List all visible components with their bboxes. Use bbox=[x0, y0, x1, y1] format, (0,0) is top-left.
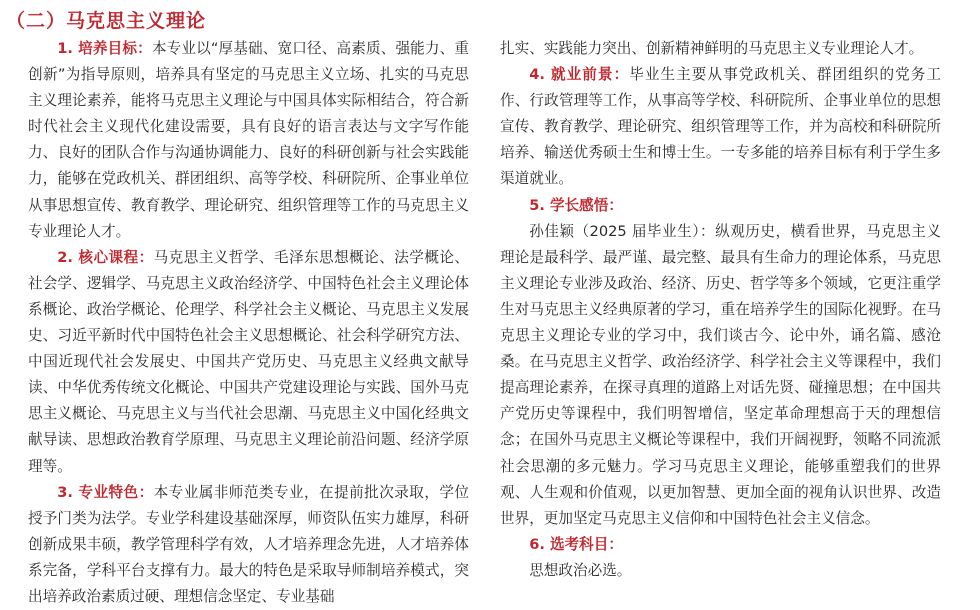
subjects-heading bbox=[500, 532, 941, 558]
features-text: 本专业属非师范类专业，在提前批次录取，学位授予门类为法学。专业学科建设基础深厚，师资队伍实力雄厚，科研创新成果丰硕，教学管理科学有效，人才培养理念先进，人才培养体系完备，学科平台支撑有力。最大的特色是采取导师制培养模式，突出培养政治素质过硬、理想信念坚定、专业基础 bbox=[28, 483, 469, 605]
features-paragraph bbox=[28, 480, 469, 610]
core-courses-paragraph bbox=[28, 245, 469, 480]
core-courses-text: 马克思主义哲学、毛泽东思想概论、法学概论、社会学、逻辑学、马克思主义政治经济学、中国特色社会主义理论体系概论、政治学概论、伦理学、科学社会主义概论、马克思主义发展史、习近平新时代中国特色社会主义思想概论、社会科学研究方法、中国近现代社会发展史、中国共产党历史、马克思主义经典文献导读、中华优秀传统文化概论、中国共产党建设理论与实践、国外马克思主义概论、马克思主义与当代社会思潮、马克思主义中国化经典文献导读、思想政治教育学原理、马克思主义理论前沿问题、经济学原理等。 bbox=[28, 248, 469, 475]
features-label: 3. 专业特色： bbox=[57, 483, 154, 501]
features-continued-text: 扎实、实践能力突出、创新精神鲜明的马克思主义专业理论人才。 bbox=[500, 40, 924, 57]
core-courses-label: 2. 核心课程： bbox=[57, 248, 154, 266]
training-goal-paragraph bbox=[28, 36, 469, 245]
alumni-label: 5. 学长感悟： bbox=[529, 196, 623, 214]
left-column bbox=[28, 36, 469, 610]
employment-label: 4. 就业前景： bbox=[529, 66, 630, 84]
right-column bbox=[500, 36, 941, 584]
employment-text: 毕业生主要从事党政机关、群团组织的党务工作、行政管理等工作，从事高等学校、科研院所、企事业单位的思想宣传、教育教学、理论研究、组织管理等工作，并为高校和科研院所培养、输送优秀硕士生和博士生。一专多能的培养目标有利于学生多渠道就业。 bbox=[500, 66, 941, 188]
alumni-heading bbox=[500, 193, 941, 219]
subjects-label: 6. 选考科目： bbox=[529, 535, 623, 553]
alumni-text: 孙佳颖（2025 届毕业生）：纵观历史，横看世界，马克思主义理论是最科学、最严谨、最完整、最具有生命力的理论体系，马克思主义理论专业涉及政治、经济、历史、哲学等多个领域，它更注重学生对马克思主义经典原著的学习，重在培养学生的国际化视野。在马克思主义理论专业的学习中，我们谈古今、论中外，诵名篇、感沧桑。在马克思主义哲学、政治经济学、科学社会主义等课程中，我们提高理论素养，在探寻真理的道路上对话先贤、碰撞思想；在中国共产党历史等课程中，我们明智增信，坚定革命理想高于天的理想信念；在国外马克思主义概论等课程中，我们开阔视野，领略不同流派社会思潮的多元魅力。学习马克思主义理论，能够重塑我们的世界观、人生观和价值观，以更加智慧、更加全面的视角认识世界、改造世界，更加坚定马克思主义信仰和中国特色社会主义信念。 bbox=[500, 222, 941, 527]
section-title: （二）马克思主义理论 bbox=[6, 10, 207, 32]
training-goal-label: 1. 培养目标： bbox=[57, 40, 152, 57]
subjects-text: 思想政治必选。 bbox=[529, 561, 632, 579]
training-goal-text: 本专业以“厚基础、宽口径、高素质、强能力、重创新”为指导原则，培养具有坚定的马克思主义立场、扎实的马克思主义理论素养，能将马克思主义理论与中国具体实际相结合，符合新时代社会主义现代化建设需要，具有良好的语言表达与文字写作能力、良好的团队合作与沟通协调能力、良好的科研创新与社会实践能力，能够在党政机关、群团组织、高等学校、科研院所、企事业单位从事思想宣传、教育教学、理论研究、组织管理等工作的马克思主义专业理论人才。 bbox=[28, 40, 470, 240]
employment-paragraph bbox=[500, 62, 941, 192]
